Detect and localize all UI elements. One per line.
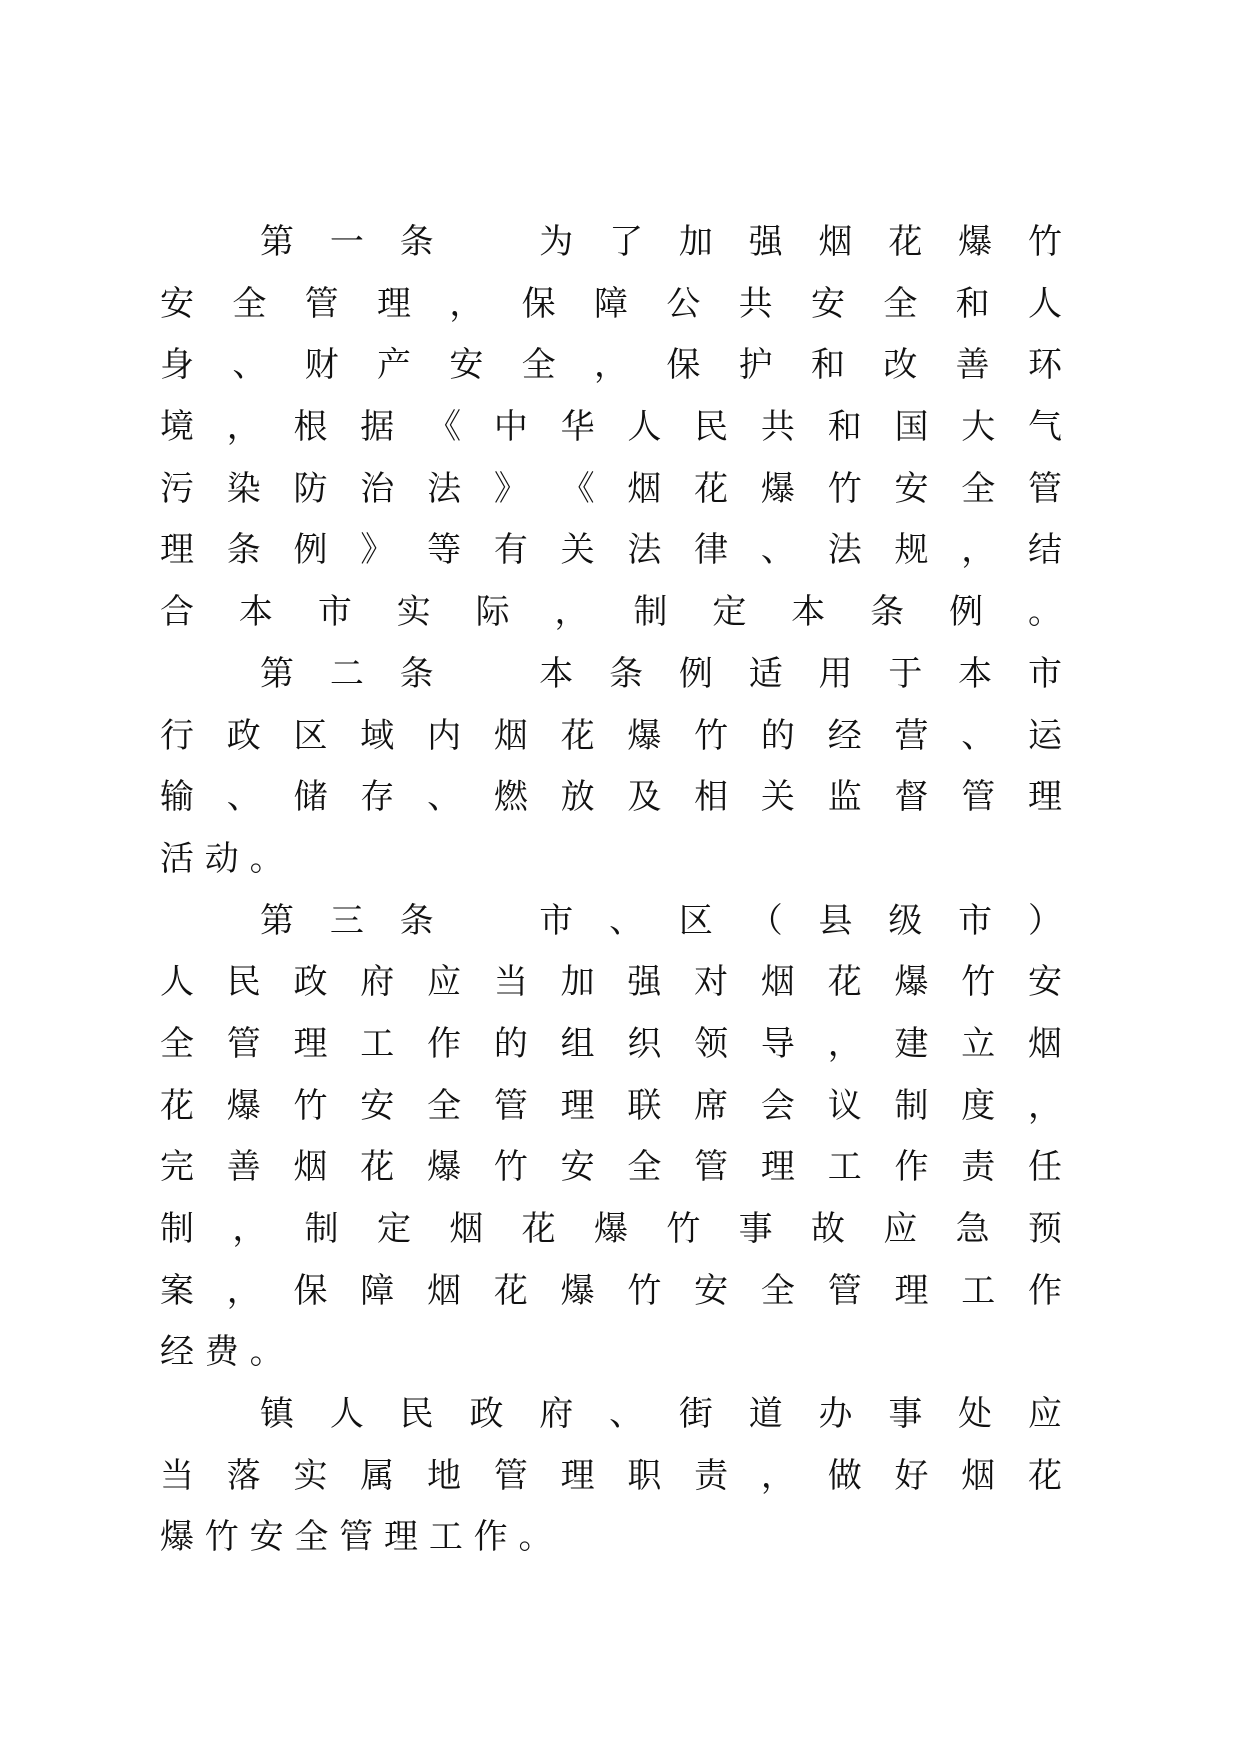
text-line-11: 活 动 。	[160, 838, 284, 879]
document-body	[160, 212, 1062, 1569]
text-line-2: 安 全 管 理 ， 保 障 公 共 安 全 和 人	[160, 283, 1062, 324]
text-line-9: 行 政 区 域 内 烟 花 爆 竹 的 经 营 、 运	[160, 715, 1062, 756]
text-line-17: 制 ， 制 定 烟 花 爆 竹 事 故 应 急 预	[160, 1209, 1062, 1249]
text-line-21: 当 落 实 属 地 管 理 职 责 ， 做 好 烟 花	[160, 1455, 1062, 1496]
text-line-7: 合 本 市 实 际 ， 制 定 本 条 例 。	[160, 592, 1062, 633]
text-line-20: 镇 人 民 政 府 、 街 道 办 事 处 应	[260, 1394, 1062, 1435]
text-line-8: 第 二 条 本 条 例 适 用 于 本 市	[260, 653, 1062, 694]
text-line-15: 花 爆 竹 安 全 管 理 联 席 会 议 制 度 ，	[160, 1085, 1062, 1126]
text-line-3: 身 、 财 产 安 全 ， 保 护 和 改 善 环	[160, 345, 1062, 386]
text-line-12: 第 三 条 市 、 区 （ 县 级 市 ）	[260, 900, 1062, 941]
text-line-16: 完 善 烟 花 爆 竹 安 全 管 理 工 作 责 任	[160, 1147, 1062, 1188]
text-line-13: 人 民 政 府 应 当 加 强 对 烟 花 爆 竹 安	[160, 962, 1062, 1003]
text-line-14: 全 管 理 工 作 的 组 织 领 导 ， 建 立 烟	[160, 1023, 1062, 1064]
text-line-19: 经 费 。	[160, 1332, 284, 1373]
text-line-5: 污 染 防 治 法 》 《 烟 花 爆 竹 安 全 管	[160, 468, 1062, 509]
text-line-22: 爆 竹 安 全 管 理 工 作 。	[160, 1517, 553, 1558]
text-line-10: 输 、 储 存 、 燃 放 及 相 关 监 督 管 理	[160, 777, 1062, 818]
text-line-18: 案 ， 保 障 烟 花 爆 竹 安 全 管 理 工 作	[160, 1270, 1062, 1311]
text-line-6: 理 条 例 》 等 有 关 法 律 、 法 规 ， 结	[160, 530, 1062, 571]
text-line-1: 第 一 条 为 了 加 强 烟 花 爆 竹	[260, 222, 1062, 262]
text-line-4: 境 ， 根 据 《 中 华 人 民 共 和 国 大 气	[160, 407, 1062, 448]
